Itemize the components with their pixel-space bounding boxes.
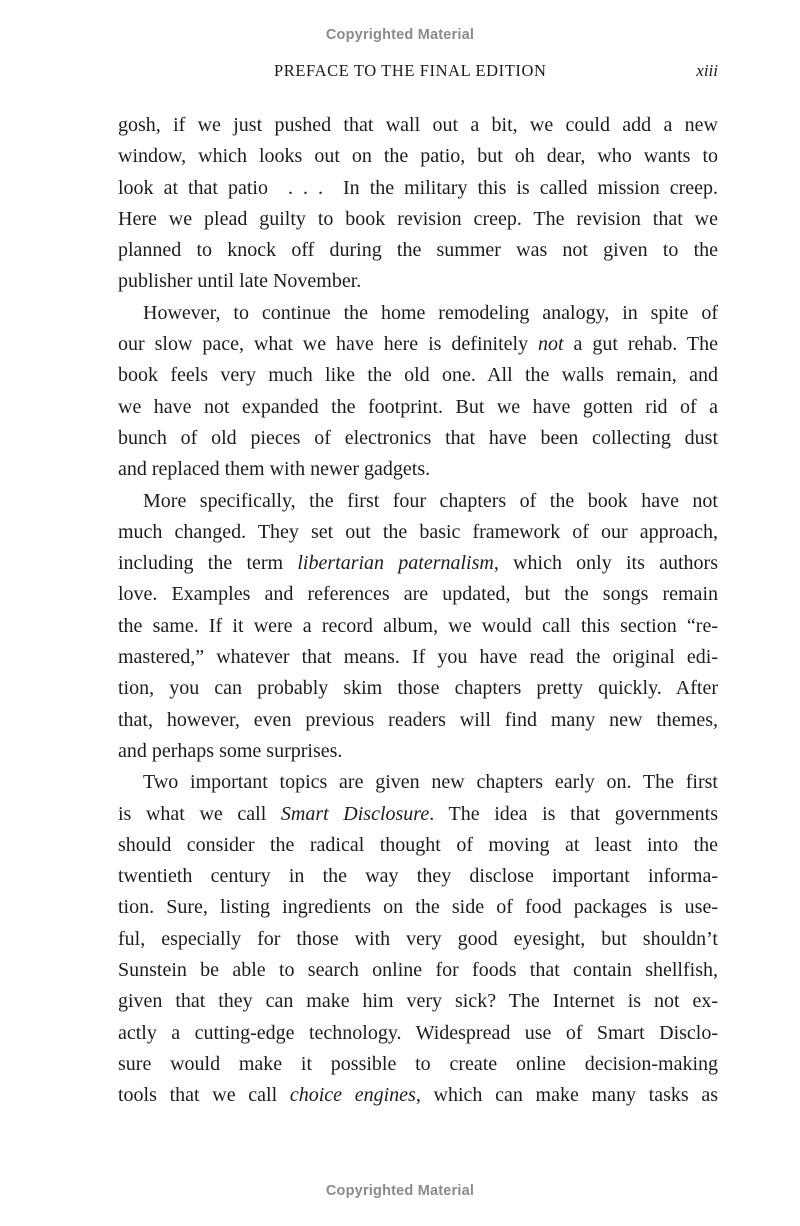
text-run: , which can make many tasks as	[415, 1084, 719, 1107]
text-line: and replaced them with newer gadgets.	[118, 458, 431, 481]
paragraph	[118, 298, 718, 486]
page-number: xiii	[696, 61, 718, 80]
text-line: Two important topics are given new chapters early on. The first	[143, 771, 718, 794]
text-line: Sunstein be able to search online for foods that contain shellfish,	[118, 959, 718, 982]
text-line: look at that patio . . . In the military this is called mission creep.	[118, 176, 718, 199]
emphasis: Smart Disclosure	[280, 802, 430, 825]
text-line: ful, especially for those with very good eyesight, but shouldn’t	[118, 927, 718, 950]
text-line: much changed. They set out the basic framework of our approach,	[118, 520, 718, 543]
copyright-watermark-bottom: Copyrighted Material	[325, 1183, 475, 1199]
text-run: our slow pace, what we have here is definitely	[118, 333, 539, 356]
text-line: However, to continue the home remodeling analogy, in spite of	[143, 301, 718, 324]
emphasis: not	[538, 333, 564, 356]
paragraph	[118, 767, 718, 1111]
paragraph	[118, 486, 718, 768]
text-line: love. Examples and references are updated, but the songs remain	[118, 583, 718, 606]
paragraph	[118, 110, 718, 298]
text-run: is what we call	[118, 802, 281, 825]
text-line: that, however, even previous readers will find many new themes,	[118, 708, 718, 731]
text-line: bunch of old pieces of electronics that have been collecting dust	[118, 426, 718, 449]
text-line: planned to knock off during the summer was not given to the	[118, 239, 718, 262]
text-line: sure would make it possible to create online decision-making	[118, 1052, 718, 1075]
body-text	[118, 110, 718, 1112]
copyright-watermark-top: Copyrighted Material	[325, 27, 475, 43]
text-line: should consider the radical thought of moving at least into the	[118, 833, 718, 856]
text-line: Here we plead guilty to book revision creep. The revision that we	[118, 207, 718, 230]
text-line: window, which looks out on the patio, but oh dear, who wants to	[118, 145, 718, 168]
text-line: and perhaps some surprises.	[118, 739, 343, 762]
text-line	[118, 548, 718, 579]
text-run: . The idea is that governments	[429, 802, 719, 825]
text-line: we have not expanded the footprint. But we have gotten rid of a	[118, 395, 718, 418]
text-run: tools that we call	[118, 1084, 290, 1107]
text-run: , which only its authors	[493, 552, 718, 575]
text-line: given that they can make him very sick? The Internet is not ex-	[118, 990, 718, 1013]
text-line	[118, 329, 718, 360]
text-line: tion, you can probably skim those chapters pretty quickly. After	[118, 677, 718, 700]
text-line: publisher until late November.	[118, 270, 362, 293]
text-line	[118, 1080, 718, 1111]
text-line: book feels very much like the old one. All the walls remain, and	[118, 364, 718, 387]
emphasis: choice engines	[289, 1084, 416, 1107]
text-run: including the term	[118, 552, 298, 575]
text-line	[118, 799, 718, 830]
text-line: More specifically, the first four chapters of the book have not	[143, 489, 718, 512]
text-line: gosh, if we just pushed that wall out a bit, we could add a new	[118, 114, 718, 136]
text-run: a gut rehab. The	[563, 333, 718, 356]
text-line: actly a cutting-edge technology. Widespread use of Smart Disclo-	[118, 1021, 718, 1044]
text-line: tion. Sure, listing ingredients on the side of food packages is use-	[118, 896, 718, 919]
emphasis: libertarian paternalism	[297, 552, 494, 575]
running-head: PREFACE TO THE FINAL EDITION	[274, 61, 547, 80]
text-line: twentieth century in the way they disclose important informa-	[118, 865, 718, 888]
text-line: mastered,” whatever that means. If you have read the original edi-	[118, 646, 718, 669]
text-line: the same. If it were a record album, we would call this section “re-	[118, 614, 718, 637]
